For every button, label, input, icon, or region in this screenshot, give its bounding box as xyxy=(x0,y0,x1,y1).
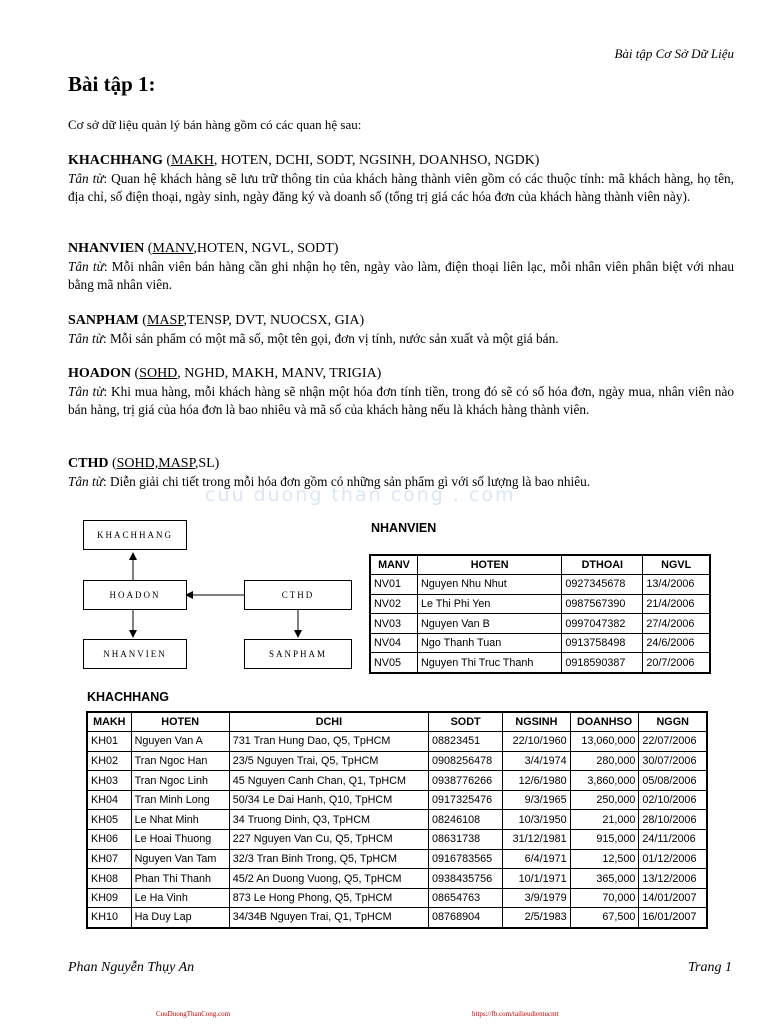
column-header: DCHI xyxy=(229,712,428,732)
column-header: DOANHSO xyxy=(570,712,639,732)
relation-desc: : Mỗi sản phẩm có một mã số, một tên gọi, đơn vị tính, nước sản xuất và một giá bán. xyxy=(102,330,559,346)
table-cell: 12/6/1980 xyxy=(503,771,570,791)
table-cell: 0987567390 xyxy=(562,594,643,614)
table-row xyxy=(87,908,707,928)
column-header: HOTEN xyxy=(417,555,561,575)
table-cell: 21/4/2006 xyxy=(643,594,710,614)
desc-label: Tân từ xyxy=(68,258,104,274)
relation-attrs: ,TENSP, DVT, NUOCSX, GIA) xyxy=(183,313,365,328)
diagram-box-hoadon: HOADON xyxy=(83,580,187,610)
table-cell: KH08 xyxy=(87,869,131,889)
table-cell: Le Hoai Thuong xyxy=(131,830,229,850)
table-cell: Phan Thi Thanh xyxy=(131,869,229,889)
table-cell: 250,000 xyxy=(570,790,639,810)
table-row xyxy=(370,633,710,653)
page-title: Bài tập 1: xyxy=(68,72,156,96)
desc-label: Tân từ xyxy=(68,383,104,399)
table-cell: NV01 xyxy=(370,575,417,595)
table-cell: 0938776266 xyxy=(429,771,503,791)
table-row xyxy=(87,888,707,908)
relation-attrs: , HOTEN, DCHI, SODT, NGSINH, DOANHSO, NGDK) xyxy=(213,153,540,168)
table-cell: 24/6/2006 xyxy=(643,633,710,653)
table-cell: Nguyen Van B xyxy=(417,614,561,634)
table-cell: 10/3/1950 xyxy=(503,810,570,830)
table-row xyxy=(87,849,707,869)
relation-desc: : Mỗi nhân viên bán hàng cần ghi nhận họ tên, ngày vào làm, điện thoại liên lạc, mỗi nhân viên phân biệt với nhau bằng mã nhân viên. xyxy=(68,258,734,292)
table-cell: NV03 xyxy=(370,614,417,634)
table-cell: 0927345678 xyxy=(562,575,643,595)
relation-name: KHACHHANG xyxy=(68,153,163,168)
relation-name: HOADON xyxy=(68,366,131,381)
diagram-box-cthd: CTHD xyxy=(244,580,352,610)
table-row xyxy=(87,869,707,889)
relation-name: CTHD xyxy=(68,456,109,471)
nhanvien-table-title: NHANVIEN xyxy=(371,521,437,535)
table-cell: 22/07/2006 xyxy=(639,732,707,752)
table-cell: 70,000 xyxy=(570,888,639,908)
table-cell: Nguyen Van Tam xyxy=(131,849,229,869)
table-cell: Tran Minh Long xyxy=(131,790,229,810)
table-cell: NV02 xyxy=(370,594,417,614)
table-cell: 02/10/2006 xyxy=(639,790,707,810)
diagram-box-khachhang: KHACHHANG xyxy=(83,520,187,550)
relation-key: MASP xyxy=(146,313,184,328)
table-cell: Le Thi Phi Yen xyxy=(417,594,561,614)
table-row xyxy=(87,751,707,771)
table-cell: 13,060,000 xyxy=(570,732,639,752)
table-cell: 08654763 xyxy=(429,888,503,908)
intro-text: Cơ sở dữ liệu quản lý bán hàng gồm có các quan hệ sau: xyxy=(68,117,362,132)
relation-sanpham: SANPHAM (MASP,TENSP, DVT, NUOCSX, GIA) Tân từ: Mỗi sản phẩm có một mã số, một tên gọi, đơn vị tính, nước sản xuất và một giá bán. xyxy=(68,313,559,346)
table-cell: 08246108 xyxy=(429,810,503,830)
table-cell: 0918590387 xyxy=(562,653,643,673)
table-cell: 10/1/1971 xyxy=(503,869,570,889)
table-cell: KH07 xyxy=(87,849,131,869)
table-cell: 0908256478 xyxy=(429,751,503,771)
column-header: NGGN xyxy=(639,712,707,732)
table-row xyxy=(87,790,707,810)
table-cell: 21,000 xyxy=(570,810,639,830)
relation-desc: : Quan hệ khách hàng sẽ lưu trữ thông tin của khách hàng thành viên gồm có các thuộc tính: mã khách hàng, họ tên, địa chỉ, số điện thoại, ngày sinh, ngày đăng ký và doanh số (tổng trị giá các hóa đơn của khách hàng thành viên này). xyxy=(68,170,734,204)
relation-key: MANV xyxy=(152,241,194,256)
table-cell: 28/10/2006 xyxy=(639,810,707,830)
relation-hoadon: HOADON (SOHD, NGHD, MAKH, MANV, TRIGIA) Tân từ: Khi mua hàng, mỗi khách hàng sẽ nhận một hóa đơn tính tiền, trong đó sẽ có số hóa đơn, ngày mua, nhân viên nào bán hàng, trị giá của hóa đơn là bao nhiêu và mã số của khách hàng nếu là khách hàng thành viên. xyxy=(68,366,734,417)
footer-page-number: Trang 1 xyxy=(688,960,732,975)
table-row xyxy=(370,614,710,634)
table-cell: 365,000 xyxy=(570,869,639,889)
table-row xyxy=(370,653,710,673)
table-cell: 08768904 xyxy=(429,908,503,928)
table-cell: KH10 xyxy=(87,908,131,928)
table-cell: 22/10/1960 xyxy=(503,732,570,752)
table-cell: KH09 xyxy=(87,888,131,908)
footer-link-facebook[interactable]: https://fb.com/tailieudientucntt xyxy=(472,1010,559,1018)
table-row xyxy=(87,810,707,830)
relation-cthd: CTHD (SOHD,MASP,SL) Tân từ: Diễn giải chi tiết trong mỗi hóa đơn gồm có những sản phẩm gì với số lượng là bao nhiêu. xyxy=(68,456,591,489)
table-cell: 873 Le Hong Phong, Q5, TpHCM xyxy=(229,888,428,908)
table-row xyxy=(87,830,707,850)
column-header: NGSINH xyxy=(503,712,570,732)
table-cell: 227 Nguyen Van Cu, Q5, TpHCM xyxy=(229,830,428,850)
table-cell: 01/12/2006 xyxy=(639,849,707,869)
table-header-row xyxy=(370,555,710,575)
table-cell: 280,000 xyxy=(570,751,639,771)
table-cell: 34/34B Nguyen Trai, Q1, TpHCM xyxy=(229,908,428,928)
relation-desc: : Khi mua hàng, mỗi khách hàng sẽ nhận một hóa đơn tính tiền, trong đó sẽ có số hóa đơn, ngày mua, nhân viên nào bán hàng, trị giá của hóa đơn là bao nhiêu và mã số của khách hàng nếu là khách hàng thành viên. xyxy=(68,383,734,417)
table-cell: KH06 xyxy=(87,830,131,850)
column-header: HOTEN xyxy=(131,712,229,732)
desc-label: Tân từ xyxy=(68,170,104,186)
column-header: NGVL xyxy=(643,555,710,575)
table-cell: 9/3/1965 xyxy=(503,790,570,810)
diagram-box-nhanvien: NHANVIEN xyxy=(83,639,187,669)
table-cell: KH05 xyxy=(87,810,131,830)
table-cell: 3,860,000 xyxy=(570,771,639,791)
table-cell: Ha Duy Lap xyxy=(131,908,229,928)
table-cell: 67,500 xyxy=(570,908,639,928)
table-row xyxy=(87,771,707,791)
table-cell: 3/4/1974 xyxy=(503,751,570,771)
header-course: Bài tập Cơ Sở Dữ Liệu xyxy=(614,46,734,61)
table-cell: Ngo Thanh Tuan xyxy=(417,633,561,653)
table-cell: Le Nhat Minh xyxy=(131,810,229,830)
table-cell: 13/4/2006 xyxy=(643,575,710,595)
relation-attrs: , NGHD, MAKH, MANV, TRIGIA) xyxy=(177,366,382,381)
table-cell: 915,000 xyxy=(570,830,639,850)
column-header: SODT xyxy=(429,712,503,732)
table-cell: Tran Ngoc Linh xyxy=(131,771,229,791)
table-cell: 20/7/2006 xyxy=(643,653,710,673)
table-row xyxy=(370,575,710,595)
table-row xyxy=(87,732,707,752)
table-cell: 34 Truong Dinh, Q3, TpHCM xyxy=(229,810,428,830)
relation-attrs: ,HOTEN, NGVL, SODT) xyxy=(193,241,339,256)
table-cell: 0938435756 xyxy=(429,869,503,889)
table-cell: NV05 xyxy=(370,653,417,673)
relation-key: SOHD,MASP xyxy=(116,456,195,471)
table-cell: 12,500 xyxy=(570,849,639,869)
table-cell: 13/12/2006 xyxy=(639,869,707,889)
table-cell: Le Ha Vinh xyxy=(131,888,229,908)
table-header-row xyxy=(87,712,707,732)
relation-key: SOHD xyxy=(139,366,178,381)
table-cell: KH01 xyxy=(87,732,131,752)
desc-label: Tân từ xyxy=(68,473,103,489)
relation-name: SANPHAM xyxy=(68,313,139,328)
table-cell: KH03 xyxy=(87,771,131,791)
table-cell: 0916783565 xyxy=(429,849,503,869)
table-cell: 45 Nguyen Canh Chan, Q1, TpHCM xyxy=(229,771,428,791)
table-cell: 50/34 Le Dai Hanh, Q10, TpHCM xyxy=(229,790,428,810)
table-cell: 0917325476 xyxy=(429,790,503,810)
table-cell: Tran Ngoc Han xyxy=(131,751,229,771)
table-cell: 31/12/1981 xyxy=(503,830,570,850)
nhanvien-table xyxy=(369,554,711,674)
table-row xyxy=(370,594,710,614)
table-cell: 27/4/2006 xyxy=(643,614,710,634)
table-cell: 0997047382 xyxy=(562,614,643,634)
table-cell: 14/01/2007 xyxy=(639,888,707,908)
diagram-box-sanpham: SANPHAM xyxy=(244,639,352,669)
table-cell: Nguyen Thi Truc Thanh xyxy=(417,653,561,673)
table-cell: 05/08/2006 xyxy=(639,771,707,791)
khachhang-table-title: KHACHHANG xyxy=(87,690,169,704)
column-header: DTHOAI xyxy=(562,555,643,575)
table-cell: 23/5 Nguyen Trai, Q5, TpHCM xyxy=(229,751,428,771)
table-cell: 2/5/1983 xyxy=(503,908,570,928)
table-cell: Nguyen Van A xyxy=(131,732,229,752)
table-cell: KH04 xyxy=(87,790,131,810)
table-cell: KH02 xyxy=(87,751,131,771)
column-header: MAKH xyxy=(87,712,131,732)
table-cell: 731 Tran Hung Dao, Q5, TpHCM xyxy=(229,732,428,752)
relation-desc: : Diễn giải chi tiết trong mỗi hóa đơn gồm có những sản phẩm gì với số lượng là bao nhiêu. xyxy=(102,473,591,489)
table-cell: 24/11/2006 xyxy=(639,830,707,850)
footer-link-site[interactable]: CuuDuongThanCong.com xyxy=(156,1010,231,1018)
relation-khachhang: KHACHHANG (MAKH, HOTEN, DCHI, SODT, NGSINH, DOANHSO, NGDK) Tân từ: Quan hệ khách hàng sẽ lưu trữ thông tin của khách hàng thành viên gồm có các thuộc tính: mã khách hàng, họ tên, địa chỉ, số điện thoại, ngày sinh, ngày đăng ký và doanh số (tổng trị giá các hóa đơn của khách hàng thành viên này). xyxy=(68,153,734,204)
table-cell: Nguyen Nhu Nhut xyxy=(417,575,561,595)
relation-name: NHANVIEN xyxy=(68,241,145,256)
table-cell: 32/3 Tran Binh Trong, Q5, TpHCM xyxy=(229,849,428,869)
table-cell: 30/07/2006 xyxy=(639,751,707,771)
table-cell: 08631738 xyxy=(429,830,503,850)
table-cell: 16/01/2007 xyxy=(639,908,707,928)
table-cell: 08823451 xyxy=(429,732,503,752)
khachhang-table xyxy=(86,711,708,929)
relation-attrs: ,SL) xyxy=(194,456,220,471)
footer-author: Phan Nguyễn Thụy An xyxy=(68,960,195,975)
relation-key: MAKH xyxy=(171,153,214,168)
table-cell: NV04 xyxy=(370,633,417,653)
table-cell: 3/9/1979 xyxy=(503,888,570,908)
watermark: cuu duong than cong . com xyxy=(205,484,516,506)
table-cell: 45/2 An Duong Vuong, Q5, TpHCM xyxy=(229,869,428,889)
relation-nhanvien: NHANVIEN (MANV,HOTEN, NGVL, SODT) Tân từ: Mỗi nhân viên bán hàng cần ghi nhận họ tên, ngày vào làm, điện thoại liên lạc, mỗi nhân viên phân biệt với nhau bằng mã nhân viên. xyxy=(68,241,734,292)
table-cell: 6/4/1971 xyxy=(503,849,570,869)
table-cell: 0913758498 xyxy=(562,633,643,653)
desc-label: Tân từ xyxy=(68,330,103,346)
column-header: MANV xyxy=(370,555,417,575)
